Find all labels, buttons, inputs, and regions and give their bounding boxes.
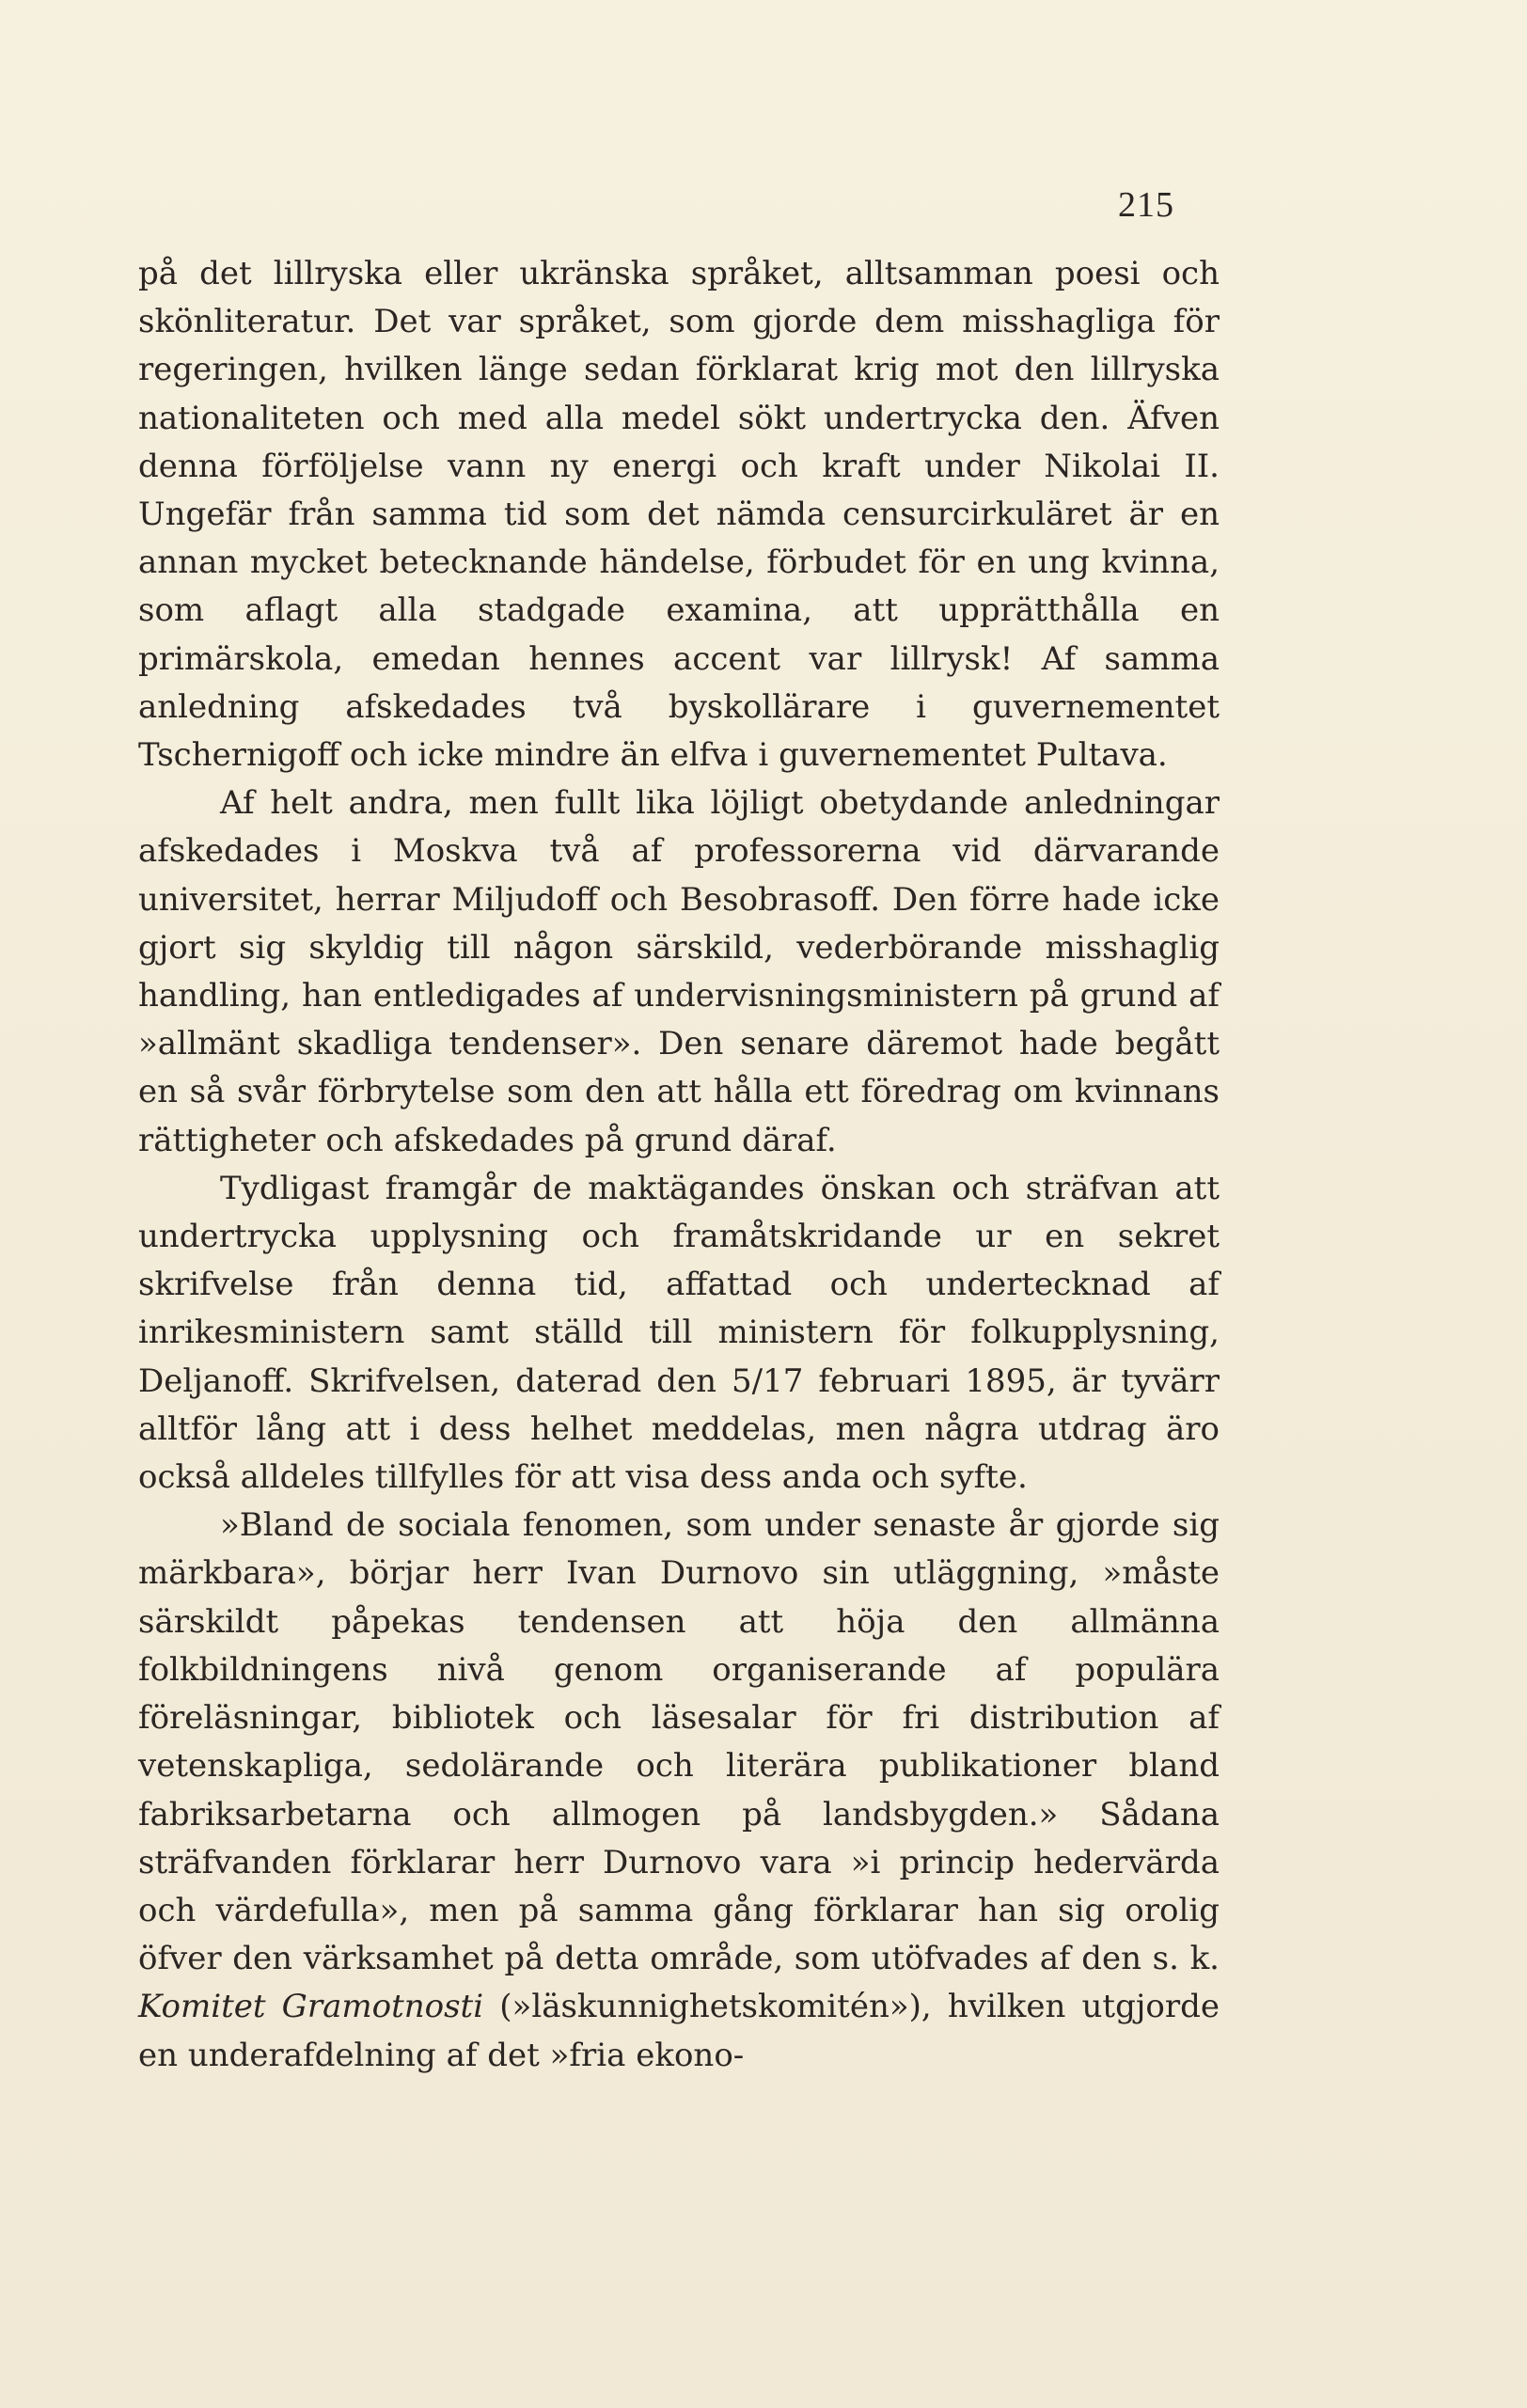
page-number: 215 xyxy=(1118,185,1174,225)
paragraph-3: Tydligast framgår de maktägandes önskan och sträfvan att undertrycka upplysning och framåtskridande ur en sekret skrifvelse från denna tid, affattad och undertecknad af inrikesministern samt ställd till ministern för folkupplysning, Deljanoff. Skrifvelsen, daterad den 5/17 februari 1895, är tyvärr alltför lång att i dess helhet meddelas, men några utdrag äro också alldeles tillfylles för att visa dess anda och syfte. xyxy=(138,1169,1220,1497)
paragraph-4 xyxy=(138,1502,1220,2079)
paragraph-2: Af helt andra, men fullt lika löjligt obetydande anledningar afskedades i Moskva två af professorerna vid därvarande universitet, herrar Miljudoff och Besobrasoff. Den förre hade icke gjort sig skyldig till någon särskild, vederbörande misshaglig handling, han entledigades af undervisningsministern på grund af »allmänt skadliga tendenser». Den senare däremot hade begått en så svår förbrytelse som den att hålla ett föredrag om kvinnans rättigheter och afskedades på grund däraf. xyxy=(138,784,1220,1159)
paragraph-4-text-b: (»läskunnighetskomitén»), hvilken utgjorde en underafdelning af det »fria ekono- xyxy=(138,1988,1220,2074)
paragraph-1: på det lillryska eller ukränska språket, alltsamman poesi och skönliteratur. Det var språket, som gjorde dem misshagliga för regeringen, hvilken länge sedan förklarat krig mot den lillryska nationaliteten och med alla medel sökt undertrycka den. Äfven denna förföljelse vann ny energi och kraft under Nikolai II. Ungefär från samma tid som det nämda censurcirkuläret är en annan mycket betecknande händelse, förbudet för en ung kvinna, som aflagt alla stadgade examina, att upprätthålla en primärskola, emedan hennes accent var lillrysk! Af samma anledning afskedades två byskollärare i guvernementet Tschernigoff och icke mindre än elfva i guvernementet Pultava. xyxy=(138,255,1220,775)
paragraph-4-text-a: »Bland de sociala fenomen, som under senaste år gjorde sig märkbara», börjar herr Ivan Durnovo sin utläggning, »måste särskildt påpekas tendensen att höja den allmänna folkbildningens nivå genom organiserande af populära föreläsningar, bibliotek och läsesalar för fri distribution af vetenskapliga, sedolärande och literära publikationer bland fabriksarbetarna och allmogen på landsbygden.» Sådana sträfvanden förklarar herr Durnovo vara »i princip hedervärda och värdefulla», men på samma gång förklarar han sig orolig öfver den värksamhet på detta område, som utöfvades af den s. k. xyxy=(138,1506,1220,1978)
paragraph-4-italic-term: Komitet Gramotnosti xyxy=(138,1988,484,2026)
body-text xyxy=(138,250,1220,2080)
